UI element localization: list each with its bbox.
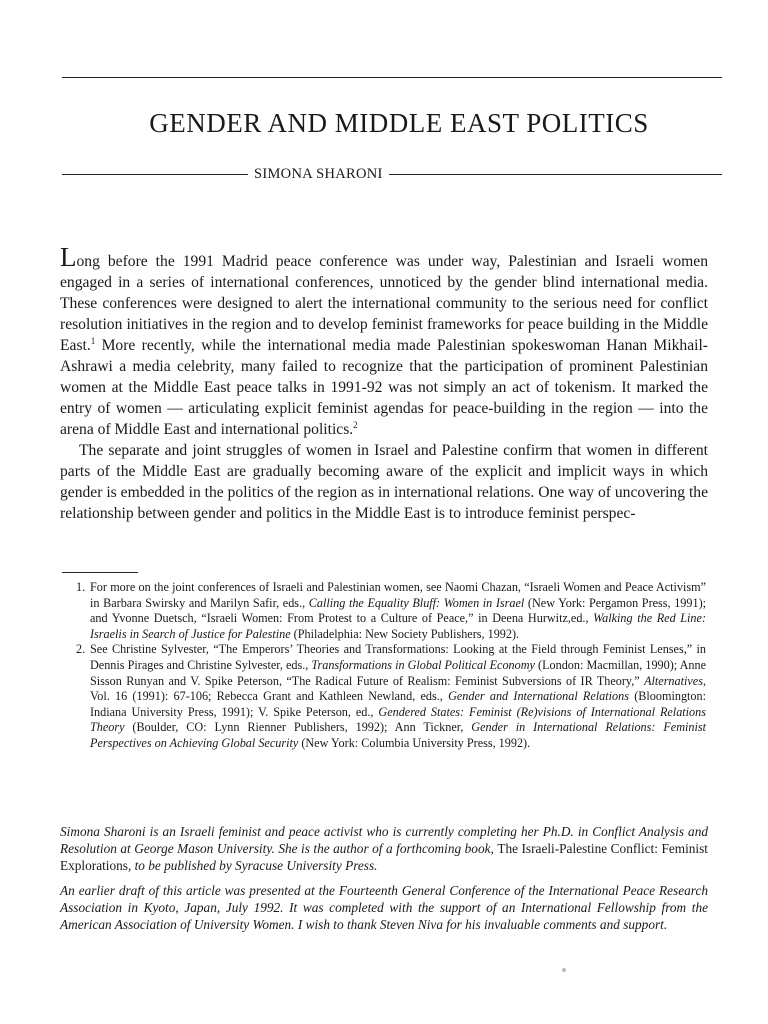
footnote-1: [76, 580, 706, 642]
bio-text: , to be published by Syracuse University Press.: [127, 858, 378, 873]
footnote-text: , Vol. 16 (1991): 67-106; Rebecca Grant and Kathleen Newland, eds.,: [90, 673, 706, 704]
scan-speck: [562, 968, 566, 972]
footnote-citation-title: Gender and International Relations: [448, 689, 629, 704]
footnote-citation-title: Alternatives: [644, 673, 703, 688]
article-title: GENDER AND MIDDLE EAST POLITICS: [149, 108, 649, 138]
footnote-text: (New York: Pergamon Press, 1991); and Yvonne Duetsch, “Israeli Women: From Protest to a Culture of Peace,” in Deena Hurwitz,ed.,: [90, 595, 707, 626]
footnote-citation-title: Gender in International Relations: Feminist Perspectives on Achieving Global Security: [90, 720, 706, 750]
footnote-number: 2.: [76, 642, 86, 657]
body-text-segment: ong before the 1991 Madrid peace conference was under way, Palestinian and Israeli women engaged in a series of international conferences, unnoticed by the gender blind international media. These conferences were designed to alert the international community to the serious need for conflict resolution initiatives in the region and to develop feminist frameworks for peace building in the Middle East.: [60, 253, 708, 354]
drop-cap: L: [60, 242, 77, 272]
footnote-citation-title: Walking the Red Line: Israelis in Search of Justice for Palestine: [90, 611, 706, 641]
footnote-2: [76, 642, 706, 751]
body-paragraph: [60, 242, 708, 440]
acknowledgment: An earlier draft of this article was presented at the Fourteenth General Conference of the International Peace Research Association in Kyoto, Japan, July 1992. It was completed with the support of an International Fellowship from the American Association of University Women. I wish to thank Steven Niva for his invaluable comments and support.: [60, 883, 708, 932]
footnote-text: (Boulder, CO: Lynn Rienner Publishers, 1992); Ann Tickner,: [124, 720, 472, 735]
footnote-citation-title: Gendered States: Feminist (Re)visions of International Relations Theory: [90, 704, 706, 735]
footnote-ref-1[interactable]: 1: [90, 335, 96, 346]
footnote-text: (Bloomington: Indiana University Press, 1991); V. Spike Peterson, ed.,: [90, 689, 706, 719]
footnote-number: 1.: [76, 580, 86, 594]
author-bio: [60, 823, 708, 874]
byline-rule-right: [389, 174, 722, 175]
body-text-segment: More recently, while the international media made Palestinian spokeswoman Hanan Mikhail-Ashrawi a media celebrity, many failed to recognize that the participation of prominent Palestinian women at the Middle East peace talks in 1991-92 was not simply an act of tokenism. It marked the entry of women — articulating explicit feminist agendas for peace-building in the region — into the arena of Middle East and international politics.: [60, 337, 708, 438]
footnote-rule: [62, 572, 138, 573]
footnote-text: For more on the joint conferences of Israeli and Palestinian women, see Naomi Chazan, “Israeli Women and Peace Activism” in Barbara Swirsky and Marilyn Safir, eds.,: [90, 580, 706, 610]
footnote-text: (Philadelphia: New Society Publishers, 1992).: [290, 626, 520, 641]
book-title: The Israeli-Palestine Conflict: Feminist Explorations: [60, 841, 708, 873]
byline: [62, 163, 722, 185]
footnotes: [76, 580, 706, 752]
footnote-citation-title: Calling the Equality Bluff: Women in Israel: [308, 595, 525, 610]
body-paragraph: The separate and joint struggles of women in Israel and Palestine confirm that women in different parts of the Middle East are gradually becoming aware of the explicit and implicit ways in which gender is embedded in the politics of the region as in international relations. One way of uncovering the relationship between gender and politics in the Middle East is to introduce feminist perspec-: [60, 442, 708, 522]
header-rule: [62, 77, 722, 78]
footnote-text: See Christine Sylvester, “The Emperors’ Theories and Transformations: Looking at the Field through Feminist Lenses,” in Dennis Pirages and Christine Sylvester, eds.,: [90, 642, 706, 672]
bio-text: Simona Sharoni is an Israeli feminist and peace activist who is currently completing her Ph.D. in Conflict Analysis and Resolution at George Mason University. She is the author of a forthcoming book,: [60, 824, 708, 856]
footnote-text: (London: Macmillan, 1990); Anne Sisson Runyan and V. Spike Peterson, “The Radical Future of Realism: Feminist Subversions of IR Theory,”: [90, 657, 706, 688]
footnote-ref-2[interactable]: 2: [353, 419, 358, 430]
article-body: [60, 242, 708, 524]
author-notes: [60, 823, 708, 941]
footnote-citation-title: Transformations in Global Political Economy: [311, 657, 535, 672]
footnote-text: (New York: Columbia University Press, 1992).: [298, 735, 531, 750]
author-name: SIMONA SHARONI: [254, 165, 383, 182]
byline-rule-left: [62, 174, 248, 175]
